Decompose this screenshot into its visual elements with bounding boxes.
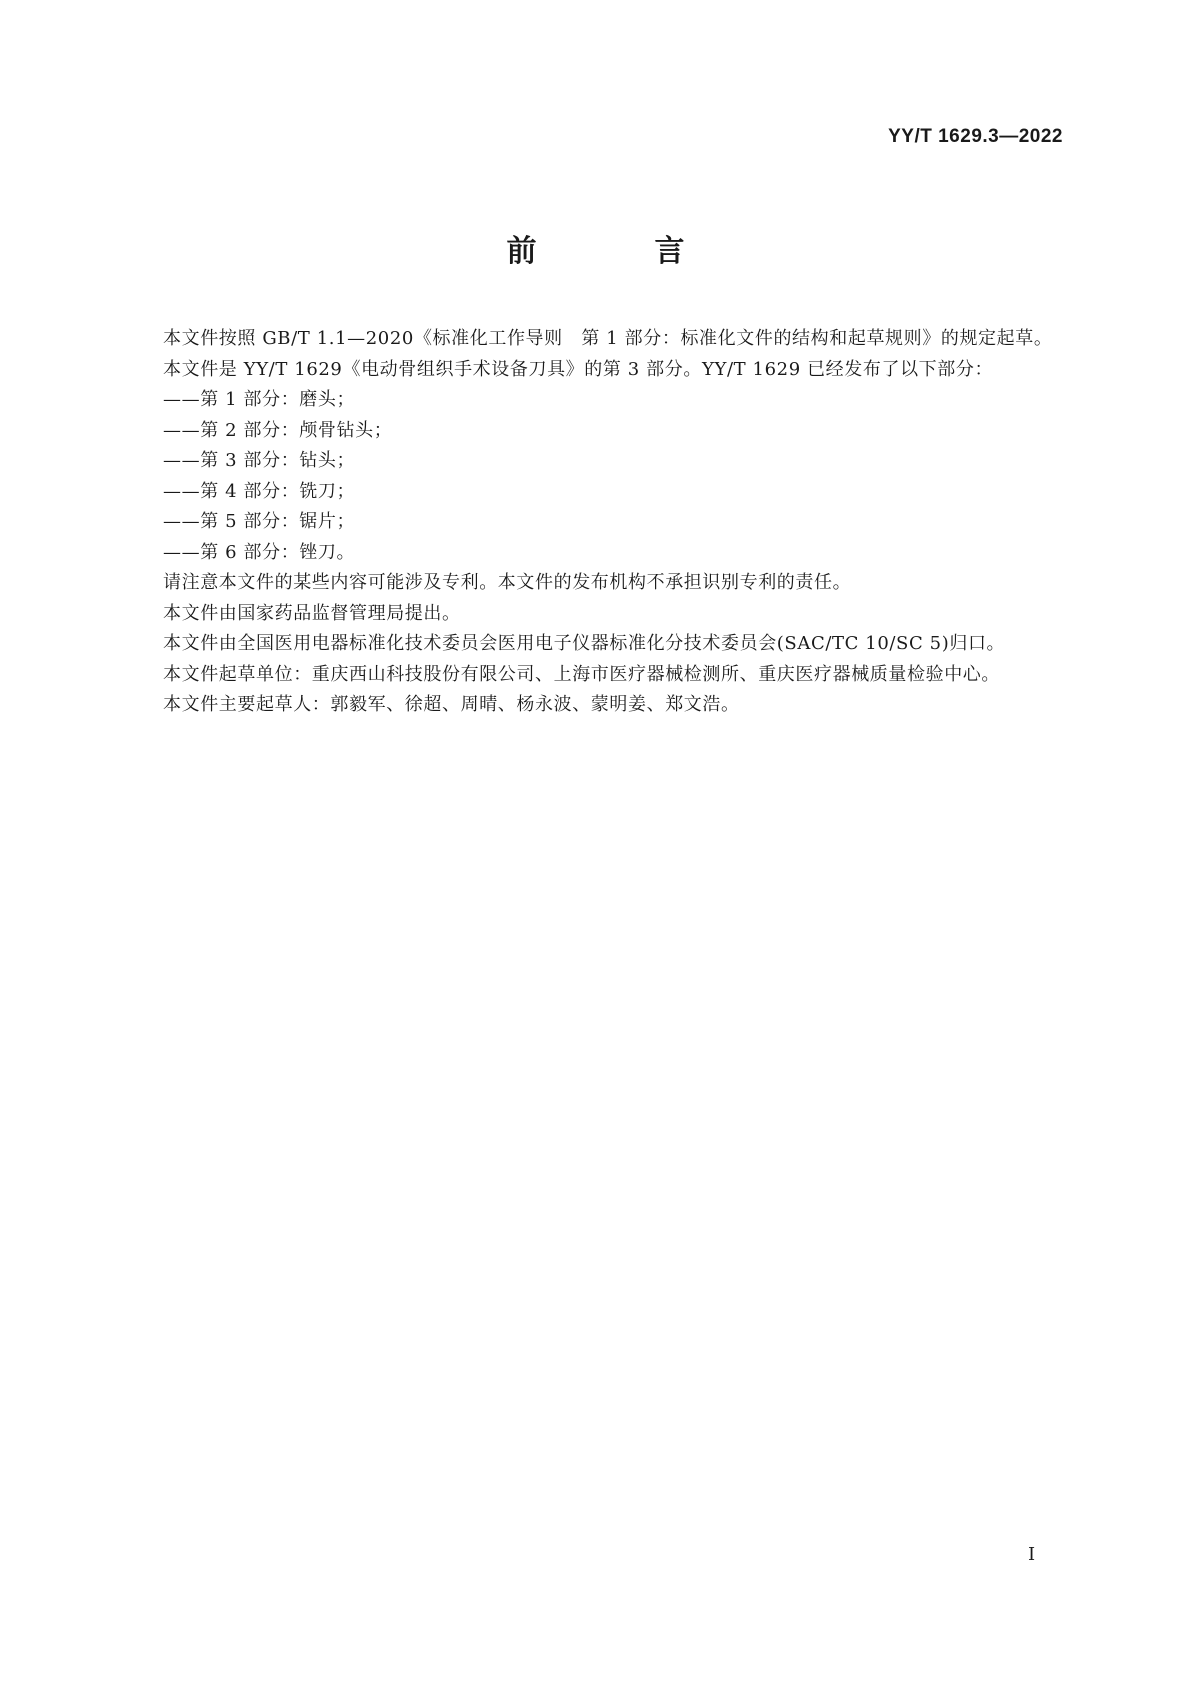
page-title: 前 言 [506, 234, 729, 269]
list-item-part-6: ——第 6 部分：锉刀。 [163, 541, 356, 563]
foreword-body [127, 324, 1064, 721]
paragraph-drafters: 本文件主要起草人：郭毅军、徐超、周晴、杨永波、蒙明姜、郑文浩。 [163, 694, 740, 715]
list-item-part-3: ——第 3 部分：钻头； [163, 450, 356, 471]
paragraph-proposer: 本文件由国家药品监督管理局提出。 [163, 602, 461, 624]
list-item-part-2: ——第 2 部分：颅骨钻头； [163, 419, 393, 441]
paragraph-drafting-units: 本文件起草单位：重庆西山科技股份有限公司、上海市医疗器械检测所、重庆医疗器械质量检验中心。 [163, 663, 1000, 685]
paragraph-series-intro: 本文件是 YY/T 1629《电动骨组织手术设备刀具》的第 3 部分。YY/T 1629 已经发布了以下部分： [163, 358, 994, 380]
page-number: I [1028, 1544, 1036, 1565]
list-item-part-5: ——第 5 部分：锯片； [163, 511, 356, 532]
list-item-part-1: ——第 1 部分：磨头； [163, 389, 356, 410]
list-item-part-4: ——第 4 部分：铣刀； [163, 480, 356, 502]
paragraph-drafting-rules: 本文件按照 GB/T 1.1—2020《标准化工作导则 第 1 部分：标准化文件的结构和起草规则》的规定起草。 [163, 328, 1053, 349]
standard-code: YY/T 1629.3—2022 [888, 126, 1063, 147]
paragraph-patent-notice: 请注意本文件的某些内容可能涉及专利。本文件的发布机构不承担识别专利的责任。 [163, 572, 852, 593]
paragraph-technical-committee: 本文件由全国医用电器标准化技术委员会医用电子仪器标准化分技术委员会(SAC/TC 10/SC 5)归口。 [163, 633, 1006, 654]
